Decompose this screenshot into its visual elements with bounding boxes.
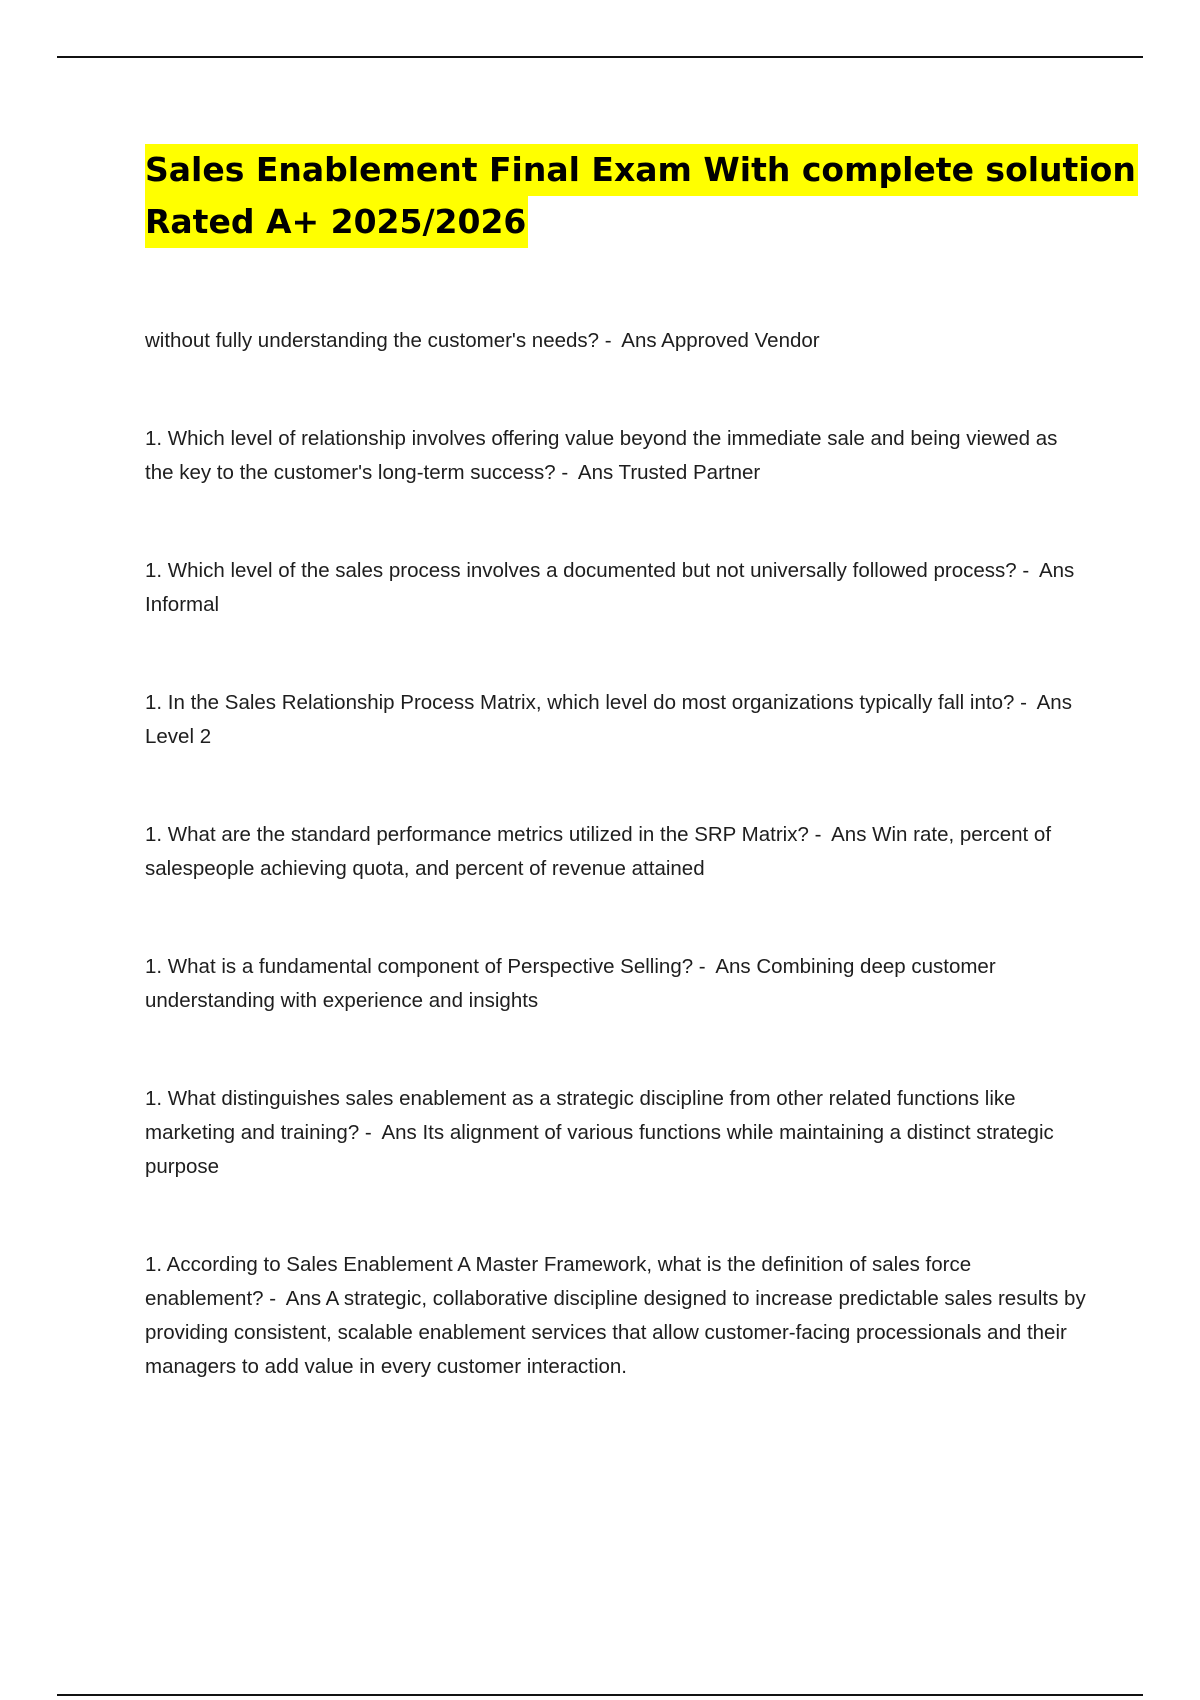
answer-text: Ans Win rate, percent of salespeople achieving quota, and percent of revenue attained <box>145 823 1052 880</box>
answer-text: Ans Its alignment of various functions while maintaining a distinct strategic purpose <box>145 1121 1054 1178</box>
answer-text: Ans Combining deep customer understanding with experience and insights <box>145 955 996 1012</box>
footer-rule <box>57 1694 1143 1696</box>
answer-text: Ans Approved Vendor <box>621 329 820 352</box>
title-line-2: Rated A+ 2025/2026 <box>145 196 528 248</box>
question-text: 1. What are the standard performance metrics utilized in the SRP Matrix? - <box>145 823 822 846</box>
question-item <box>145 1082 1090 1184</box>
answer-text: Ans Trusted Partner <box>577 461 761 484</box>
question-text: 1. What distinguishes sales enablement as a strategic discipline from other related functions like marketing and training? - <box>145 1087 1016 1144</box>
title-line-1: Sales Enablement Final Exam With complete solution <box>145 144 1138 196</box>
question-item <box>145 554 1090 622</box>
question-item <box>145 422 1090 490</box>
document-title <box>145 144 1136 248</box>
question-item <box>145 950 1090 1018</box>
question-text: 1. Which level of relationship involves offering value beyond the immediate sale and being viewed as the key to the customer's long-term success? - <box>145 427 1058 484</box>
question-text: 1. Which level of the sales process involves a documented but not universally followed process? - <box>145 559 1030 582</box>
header-rule <box>57 56 1143 58</box>
question-text: 1. What is a fundamental component of Perspective Selling? - <box>145 955 706 978</box>
question-item <box>145 818 1090 886</box>
answer-text: Ans Level 2 <box>145 691 1072 748</box>
question-text: 1. In the Sales Relationship Process Matrix, which level do most organizations typically fall into? - <box>145 691 1027 714</box>
question-item <box>145 324 1090 358</box>
question-text: 1. According to Sales Enablement A Master Framework, what is the definition of sales force enablement? - <box>145 1253 972 1310</box>
answer-text: Ans Informal <box>145 559 1075 616</box>
question-item <box>145 1248 1090 1384</box>
question-item <box>145 686 1090 754</box>
question-text: without fully understanding the customer's needs? - <box>145 329 612 352</box>
answer-text: Ans A strategic, collaborative discipline designed to increase predictable sales results by providing consistent, scalable enablement services that allow customer-facing processionals and their managers to add value in every customer interaction. <box>145 1287 1086 1378</box>
question-list <box>145 324 1090 1384</box>
